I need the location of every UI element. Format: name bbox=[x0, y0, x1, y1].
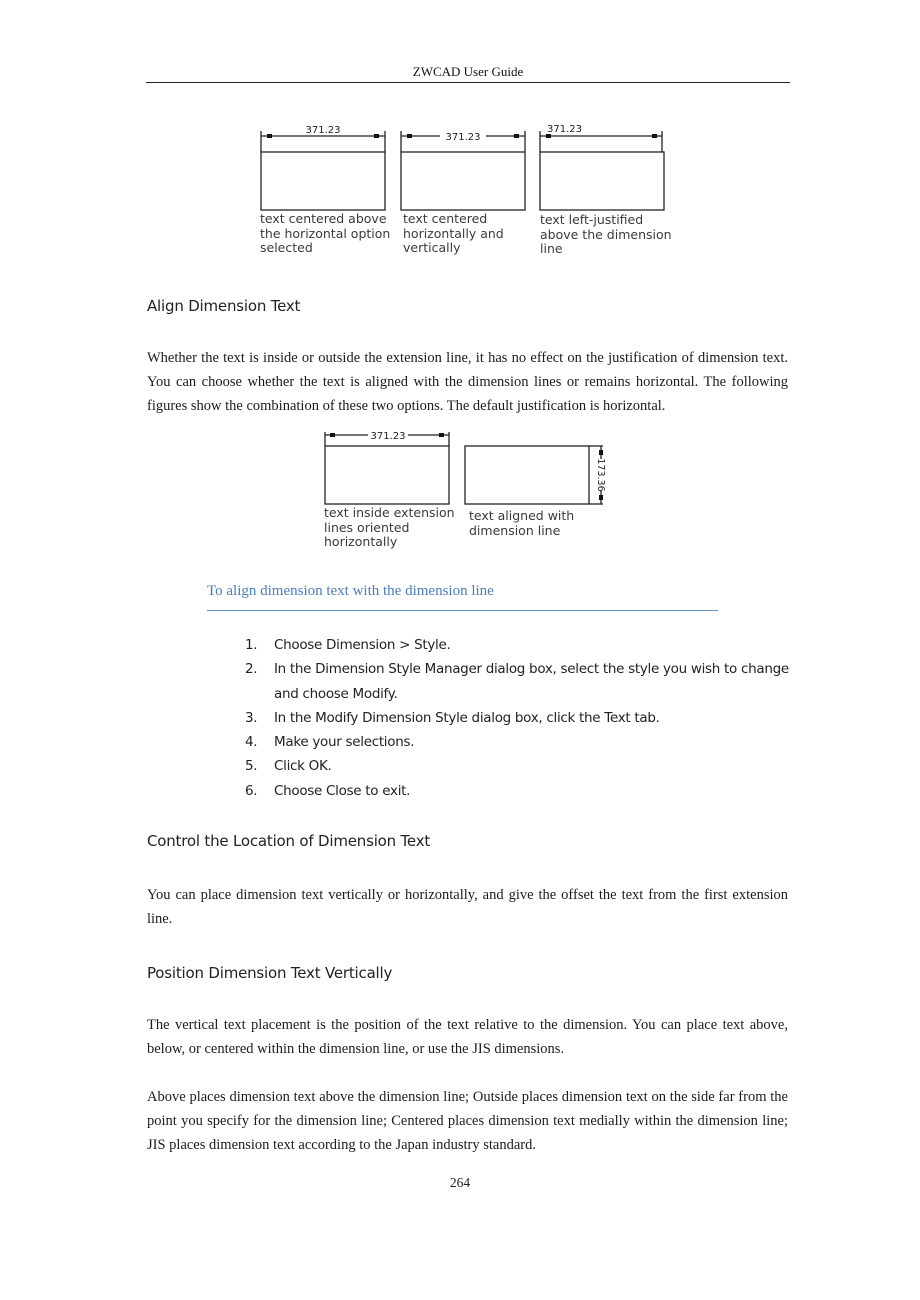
step-item bbox=[245, 657, 795, 706]
dimension-label: 371.23 bbox=[547, 124, 582, 135]
page-header-title: ZWCAD User Guide bbox=[412, 64, 524, 79]
figure1-caption-1 bbox=[260, 212, 390, 256]
step-number: 1. bbox=[245, 637, 258, 653]
step-text: Click OK. bbox=[274, 758, 332, 775]
section-heading-align: Align Dimension Text bbox=[147, 297, 301, 315]
dimension-label: 371.23 bbox=[305, 125, 341, 136]
procedure-rule bbox=[207, 610, 718, 611]
caption-line: vertically bbox=[403, 240, 461, 255]
step-number: 3. bbox=[245, 709, 258, 726]
step-text: Choose Dimension > Style. bbox=[274, 637, 451, 653]
step-item bbox=[245, 754, 795, 778]
step-item bbox=[245, 779, 795, 803]
caption-line: text centered above bbox=[260, 211, 387, 226]
caption-line: dimension line bbox=[469, 522, 561, 538]
step-item bbox=[245, 730, 795, 754]
caption-line: selected bbox=[260, 240, 313, 255]
caption-line: the horizontal option bbox=[260, 225, 391, 241]
paragraph-location: You can place dimension text vertically or horizontally, and give the offset the text from the first extension line. bbox=[147, 887, 788, 927]
figure2-caption-1 bbox=[324, 506, 455, 550]
step-number: 4. bbox=[245, 734, 258, 751]
step-item bbox=[245, 706, 795, 730]
caption-line: line bbox=[540, 241, 563, 256]
figure2-caption-2 bbox=[469, 509, 574, 538]
step-item bbox=[245, 633, 795, 657]
paragraph-vertical-2: Above places dimension text above the dimension line; Outside places dimension text on the side far from the point you specify for the dimension line; Centered places dimension text medially within the dimension line; JIS places dimension text according to the Japan industry standard. bbox=[147, 1089, 788, 1153]
paragraph-align: Whether the text is inside or outside the extension line, it has no effect on the justification of dimension text. You can choose whether the text is aligned with the dimension lines or remains horizontal. The following figures show the combination of these two options. The default justification is horizontal. bbox=[147, 350, 788, 414]
step-number: 6. bbox=[245, 782, 258, 799]
caption-line: text left-justified bbox=[540, 212, 644, 227]
caption-line: text centered bbox=[403, 211, 488, 226]
figure1-caption-2 bbox=[403, 212, 504, 256]
section-heading-location: Control the Location of Dimension Text bbox=[147, 832, 431, 850]
dimension-label-vertical: 173.36 bbox=[595, 458, 606, 492]
step-text: Make your selections. bbox=[274, 734, 415, 751]
step-text: In the Modify Dimension Style dialog box, click the Text tab. bbox=[274, 709, 660, 726]
figure1-caption-3 bbox=[540, 213, 672, 257]
procedure-steps bbox=[245, 633, 795, 803]
caption-line: text aligned with bbox=[469, 508, 575, 523]
step-number: 2. bbox=[245, 661, 258, 678]
header-rule bbox=[146, 82, 790, 83]
dimension-diagram-1 bbox=[255, 118, 675, 218]
caption-line: horizontally and bbox=[403, 225, 504, 241]
figure-horizontal-placement bbox=[255, 118, 675, 218]
paragraph-vertical-1: The vertical text placement is the position of the text relative to the dimension. You can place text above, below, or centered within the dimension line, or use the JIS dimensions. bbox=[147, 1017, 788, 1057]
step-text: In the Dimension Style Manager dialog box, select the style you wish to change and choose Modify. bbox=[274, 661, 789, 702]
dimension-diagram-2 bbox=[318, 428, 618, 510]
step-text: Choose Close to exit. bbox=[274, 782, 411, 799]
dimension-label: 371.23 bbox=[445, 132, 481, 143]
section-heading-vertical: Position Dimension Text Vertically bbox=[147, 964, 393, 982]
dimension-label: 371.23 bbox=[370, 431, 406, 442]
caption-line: horizontally bbox=[324, 534, 398, 549]
caption-line: lines oriented bbox=[324, 519, 410, 535]
figure-alignment bbox=[318, 428, 618, 510]
step-number: 5. bbox=[245, 758, 258, 775]
page-number: 264 bbox=[449, 1175, 471, 1190]
caption-line: above the dimension bbox=[540, 226, 672, 242]
caption-line: text inside extension bbox=[324, 505, 455, 520]
procedure-title: To align dimension text with the dimension line bbox=[207, 583, 494, 599]
